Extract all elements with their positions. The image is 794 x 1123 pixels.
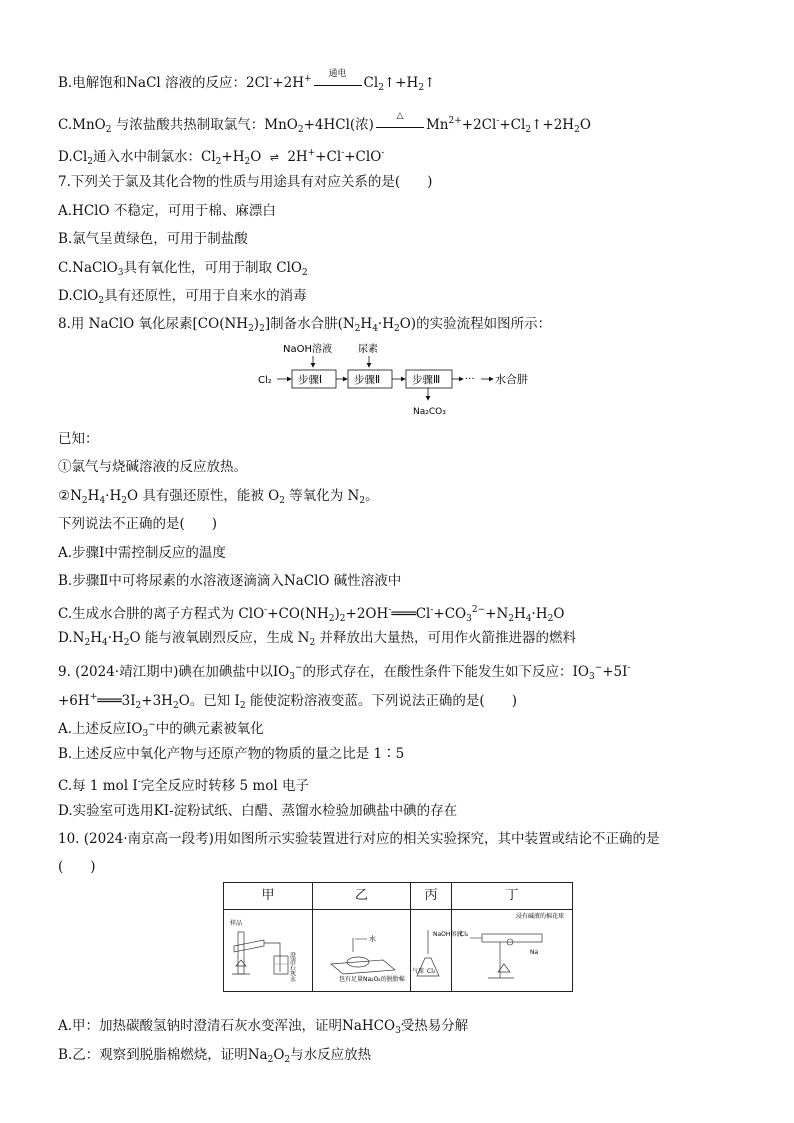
ding-na-label: Na: [530, 949, 539, 956]
question-7-option-b: B.氯气呈黄绿色，可用于制盐酸: [58, 231, 248, 247]
flow-naoh-label: NaOH溶液: [283, 344, 332, 355]
reversible-arrow-icon: ⇌: [269, 150, 279, 164]
apparatus-ding: [452, 910, 572, 991]
known-heading: 已知：: [58, 431, 99, 447]
option-d-chlorine-water: $D.Cl_2$通入水中制氯水：$Cl_2+H_2O$ ⇌ 2H++Cl-+ClO-: [58, 148, 385, 167]
question-8-option-a: A.步骤Ⅰ中需控制反应的温度: [58, 545, 226, 561]
option-b-electrolysis: B.电解饱和NaCl 溶液的反应：2Cl-+2H+ 通电 $Cl_2↑+H_2↑$: [58, 68, 436, 93]
bing-balloon-label: 气球: [412, 968, 425, 975]
option-c-mno2: C.MnO$_2$ 与浓盐酸共热制取氯气：MnO$_2$+4HCl(浓) △ $Mn^{2+}+2Cl^-+Cl_2↑+2H_2O$: [58, 110, 591, 135]
flow-dots: ···: [465, 374, 475, 385]
known-item-2: $②N_2H_4\cdot H_2O$ 具有强还原性，能被 $O_2$ 等氧化为 $N_2$。: [58, 488, 379, 506]
question-10-stem: 10. (2024·南京高一段考)用如图所示实验装置进行对应的相关实验探究，其中装置或结论不正确的是: [58, 831, 660, 847]
apparatus-bing: [411, 910, 463, 991]
ding-cl2-label: Cl₂: [460, 931, 469, 938]
yi-water-label: 水: [369, 935, 376, 943]
question-7-option-d: D.ClO$_2$具有还原性，可用于自来水的消毒: [58, 288, 307, 306]
question-10-option-b: B.乙：观察到脱脂棉燃烧，证明$Na_2O_2$与水反应放热: [58, 1047, 372, 1065]
apparatus-ding-drawing: [452, 910, 572, 991]
table-header-ding: 丁: [452, 883, 572, 910]
question-9-option-d: D.实验室可选用KI-淀粉试纸、白醋、蒸馏水检验加碘盐中碘的存在: [58, 803, 458, 819]
bing-cl2-label: Cl₂: [427, 968, 436, 975]
table-header-jia: 甲: [224, 883, 313, 910]
table-header-bing: 丙: [411, 883, 452, 910]
question-8-prompt: 下列说法不正确的是( ): [58, 516, 218, 532]
flow-cl2-label: Cl₂: [258, 375, 272, 386]
apparatus-yi-drawing: [313, 910, 410, 991]
question-8-option-b: B.步骤Ⅱ中可将尿素的水溶液逐滴滴入NaClO 碱性溶液中: [58, 573, 402, 589]
bing-naoh-label: NaOH溶液: [433, 931, 463, 938]
question-9-option-a: A.上述反应$IO_3^-$中的碘元素被氧化: [58, 720, 264, 739]
question-10-option-a: A.甲：加热碳酸氢钠时澄清石灰水变浑浊，证明NaHCO$_3$受热易分解: [58, 1018, 469, 1036]
apparatus-table: [223, 882, 573, 992]
ding-note-label: 浸有碱液的棉花球: [516, 913, 565, 920]
flow-step-3: 步骤Ⅲ: [412, 374, 441, 386]
question-9-option-b: B.上述反应中氧化产物与还原产物的物质的量之比是 1∶5: [58, 746, 405, 762]
table-header-yi: 乙: [313, 883, 411, 910]
flow-na2co3-label: Na₂CO₃: [413, 407, 446, 417]
flow-diagram: [255, 340, 555, 422]
jia-lime-label: 澄清石灰水: [288, 952, 296, 982]
question-7-option-c: C.NaClO$_3$具有氧化性，可用于制取 ClO$_2$: [58, 260, 308, 278]
flow-step-1: 步骤Ⅰ: [298, 374, 323, 386]
flow-product: 水合肼: [495, 373, 528, 386]
question-7-option-a: A.HClO 不稳定，可用于棉、麻漂白: [58, 203, 276, 219]
known-item-1: ①氯气与烧碱溶液的反应放热。: [58, 459, 247, 475]
apparatus-yi: [313, 910, 411, 991]
question-8-option-c: C.生成水合肼的离子方程式为 $ClO^-+CO(NH_2)_2+2OH^-═══Cl^-+CO_3^{2-}+N_2H_4\cdot H_2O$: [58, 605, 565, 624]
question-9-option-c: C.每 1 mol I-完全反应时转移 5 mol 电子: [58, 777, 309, 794]
apparatus-jia: [224, 910, 313, 991]
apparatus-jia-drawing: [224, 910, 312, 991]
question-8-option-d: $D.N_2H_4\cdot H_2O$ 能与液氧剧烈反应，生成 $N_2$ 并释放出大量热，可用作火箭推进器的燃料: [58, 630, 577, 648]
apparatus-bing-drawing: [411, 910, 463, 991]
question-8-stem: 8.用 NaClO 氧化尿素$[CO(NH_2)_2]$制备水合肼$(N_2H_4\cdot H_2O)$的实验流程如图所示：: [58, 316, 552, 334]
question-10-blank: ( ): [58, 859, 96, 875]
question-9-stem-line-2: $+6H^+═══3I_2+3H_2O$。已知 $I_2$ 能使淀粉溶液变蓝。下列说法正确的是( ): [58, 692, 517, 711]
question-9-stem-line-1: 9. (2024·靖江期中)碘在加碘盐中以$IO_3^-$的形式存在，在酸性条件下能发生如下反应：$IO_3^-+5I^-$: [58, 663, 631, 682]
flow-step-2: 步骤Ⅱ: [354, 374, 381, 386]
jia-sample-label: 样品: [230, 920, 243, 927]
yi-note-label: 包有足量Na₂O₂的脱脂棉: [339, 976, 405, 983]
flow-urea-label: 尿素: [358, 344, 378, 355]
question-7-stem: 7.下列关于氯及其化合物的性质与用途具有对应关系的是( ): [58, 174, 433, 190]
